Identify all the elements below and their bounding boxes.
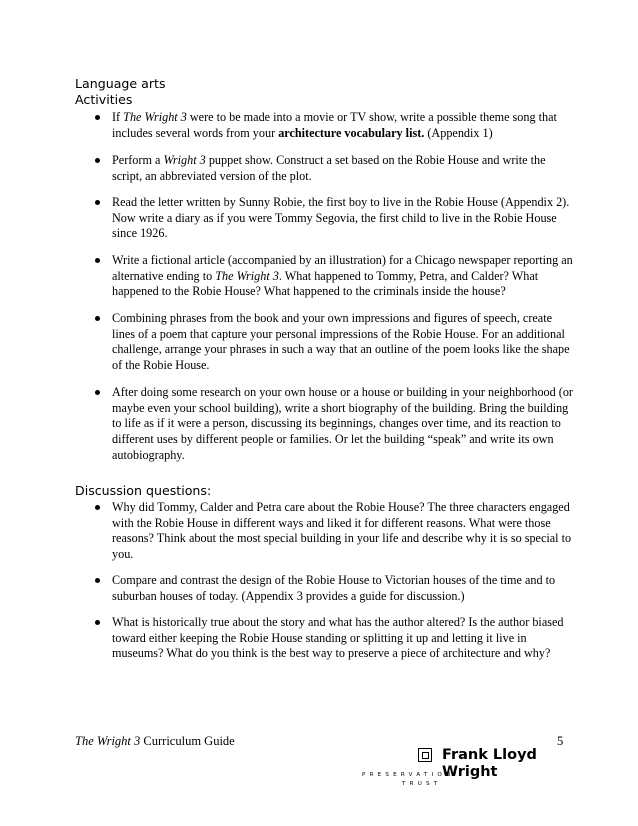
bullet-icon: [95, 620, 100, 625]
bullet-icon: [95, 578, 100, 583]
list-item: Why did Tommy, Calder and Petra care about the Robie House? The three characters engaged with the Robie House in different ways and liked it for different reasons. What were those reasons? Think about the most special building in your life and describe why it is so special to you.: [112, 500, 574, 563]
logo-text-line2: Wright: [442, 764, 498, 780]
list-item: Compare and contrast the design of the Robie House to Victorian houses of the time and to suburban houses of today. (Appendix 3 provides a guide for discussion.): [112, 573, 574, 604]
frank-lloyd-wright-trust-logo: [362, 747, 537, 790]
logo-text-line1: Frank Lloyd: [442, 747, 537, 763]
section-title-discussion: Discussion questions:: [75, 483, 212, 498]
logo-trust: TRUST: [402, 781, 442, 787]
list-item: Write a fictional article (accompanied by an illustration) for a Chicago newspaper reporting an alternative ending to The Wright 3. What happened to Tommy, Petra, and Calder? What happened to the Robie House? What happened to the criminals inside the house?: [112, 253, 574, 300]
page-number: 5: [557, 734, 564, 748]
section-title-language-arts: Language arts: [75, 76, 166, 91]
list-item: Read the letter written by Sunny Robie, the first boy to live in the Robie House (Appendix 2). Now write a diary as if you were Tommy Segovia, the first child to live in the Robie House since 1926.: [112, 195, 574, 242]
list-item: Combining phrases from the book and your own impressions and figures of speech, create lines of a poem that capture your personal impressions of the Robie House. For an additional challenge, arrange your phrases in such a way that an outline of the poem looks like the shape of the Robie House.: [112, 311, 574, 374]
bullet-icon: [95, 390, 100, 395]
bullet-icon: [95, 505, 100, 510]
bullet-icon: [95, 158, 100, 163]
bullet-icon: [95, 200, 100, 205]
logo-square-icon: [418, 748, 432, 762]
logo-preservation: PRESERVATION: [362, 772, 455, 778]
bullet-icon: [95, 115, 100, 120]
bullet-icon: [95, 258, 100, 263]
section-subtitle-activities: Activities: [75, 92, 133, 107]
list-item: If The Wright 3 were to be made into a movie or TV show, write a possible theme song that includes several words from your architecture vocabulary list. (Appendix 1): [112, 110, 574, 141]
list-item: After doing some research on your own house or a house or building in your neighborhood (or maybe even your school building), write a short biography of the building. Bring the building to life as if it were a person, discussing its beginnings, changes over time, and its reaction to different uses by different people or families. Or let the building “speak” and write its own autobiography.: [112, 385, 574, 464]
list-item: What is historically true about the story and what has the author altered? Is the author biased toward either keeping the Robie House standing or splitting it up and letting it live in museums? What do you think is the best way to preserve a piece of architecture and why?: [112, 615, 574, 662]
list-item: Perform a Wright 3 puppet show. Construct a set based on the Robie House and write the script, an abbreviated version of the plot.: [112, 153, 574, 184]
footer-title: The Wright 3 Curriculum Guide: [75, 734, 235, 748]
bullet-icon: [95, 316, 100, 321]
